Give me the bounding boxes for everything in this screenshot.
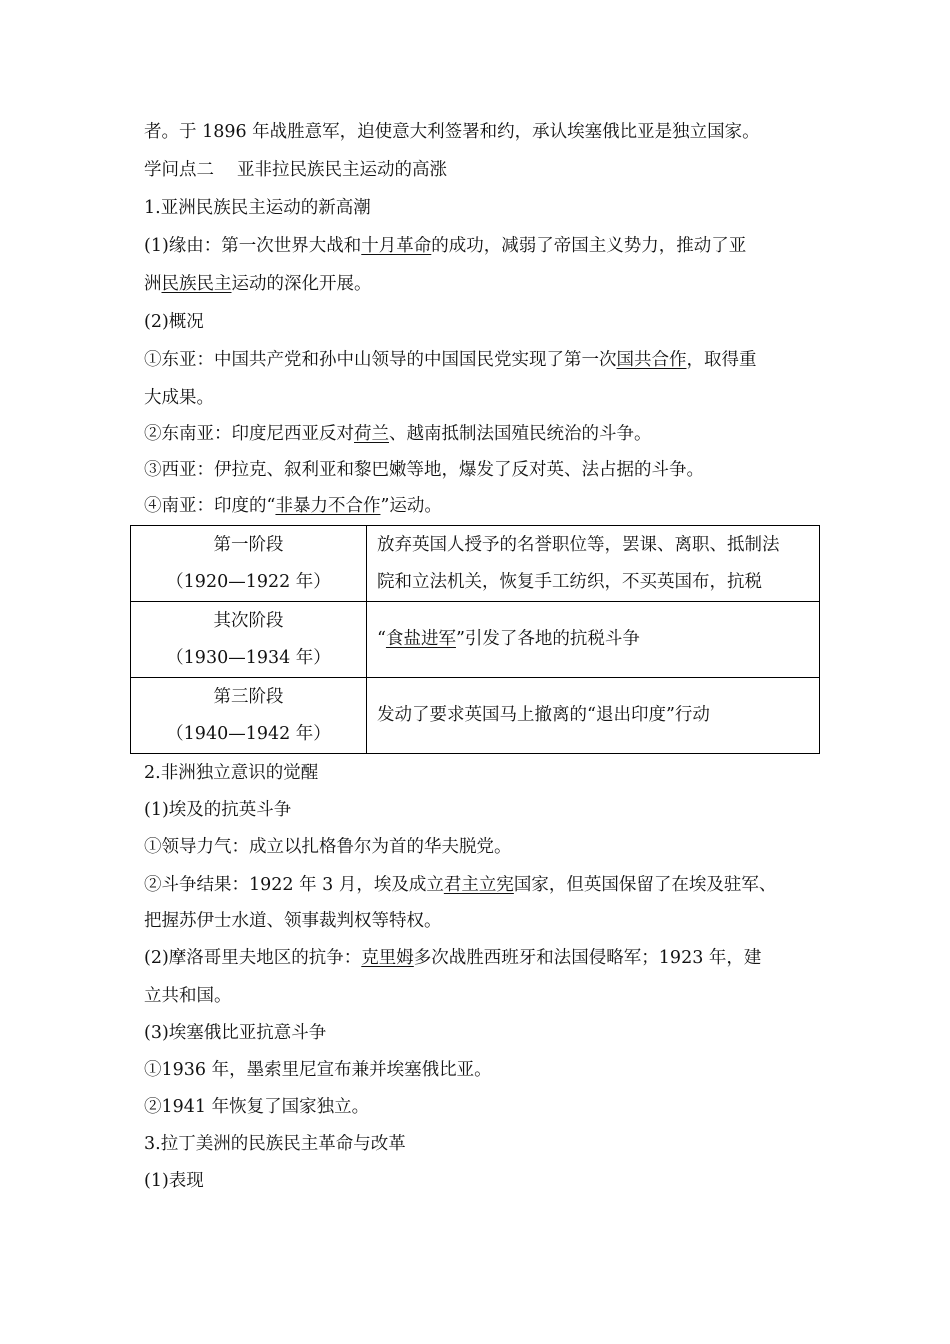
- text-span: (1)缘由：第一次世界大战和: [144, 236, 362, 256]
- paragraph-line: [144, 347, 814, 373]
- paragraph-line: (1)表现: [144, 1171, 204, 1191]
- text-span: (2)摩洛哥里夫地区的抗争：: [144, 948, 362, 968]
- stage-years: （1920—1922 年）: [166, 571, 331, 592]
- paragraph-line: [144, 872, 814, 898]
- text-span: ，取得重: [686, 350, 757, 370]
- paragraph-line: [144, 945, 814, 971]
- subsection-heading: 1.亚洲民族民主运动的新高潮: [144, 198, 371, 218]
- paragraph-line: 大成果。: [144, 388, 214, 408]
- text-span: ④南亚：印度的“: [144, 496, 276, 516]
- description-line: 院和立法机关，恢复手工纺织，不买英国布，抗税: [377, 571, 762, 592]
- description-cell: [367, 602, 820, 678]
- text-span: 国家，但英国保留了在埃及驻军、: [513, 875, 777, 895]
- paragraph-line: (2)概况: [144, 312, 204, 332]
- underlined-term: 荷兰: [354, 424, 389, 444]
- stage-name: 第三阶段: [213, 686, 284, 707]
- stage-cell: [131, 678, 367, 754]
- underlined-term: 非暴力不合作: [275, 496, 381, 516]
- paragraph-line: [144, 271, 814, 297]
- underlined-term: 食盐进军: [385, 629, 456, 649]
- paragraph-line: 者。于 1896 年战胜意军，迫使意大利签署和约，承认埃塞俄比亚是独立国家。: [144, 122, 760, 142]
- text-span: ②东南亚：印度尼西亚反对: [144, 424, 354, 444]
- subsection-heading: 2.非洲独立意识的觉醒: [144, 763, 319, 783]
- section-heading: 学问点二 亚非拉民族民主运动的高涨: [144, 160, 448, 180]
- text-span: 多次战胜西班牙和法国侵略军；1923 年，建: [413, 948, 762, 968]
- text-span: 洲: [144, 274, 162, 294]
- text-span: ”引发了各地的抗税斗争: [455, 629, 640, 649]
- stages-table: [130, 525, 820, 754]
- paragraph-line: ③西亚：伊拉克、叙利亚和黎巴嫩等地，爆发了反对英、法占据的斗争。: [144, 460, 704, 480]
- underlined-term: 十月革命: [361, 236, 432, 256]
- text-span: ①东亚：中国共产党和孙中山领导的中国国民党实现了第一次: [144, 350, 617, 370]
- paragraph-line: [144, 421, 814, 447]
- paragraph-line: ①领导力气：成立以扎格鲁尔为首的华夫脱党。: [144, 837, 512, 857]
- stage-name: 其次阶段: [213, 610, 284, 631]
- underlined-term: 君主立宪: [443, 875, 514, 895]
- table-row: [131, 526, 820, 602]
- description-line: 发动了要求英国马上撤离的“退出印度”行动: [377, 705, 710, 725]
- underlined-term: 克里姆: [361, 948, 414, 968]
- description-cell: [367, 526, 820, 602]
- text-span: 、越南抵制法国殖民统治的斗争。: [389, 424, 652, 444]
- stage-years: （1940—1942 年）: [166, 723, 331, 744]
- paragraph-line: [144, 233, 814, 259]
- stage-cell: [131, 602, 367, 678]
- paragraph-line: [144, 493, 814, 519]
- text-span: “: [377, 629, 386, 649]
- stage-name: 第一阶段: [213, 534, 284, 555]
- text-span: 的成功，减弱了帝国主义势力，推动了亚: [431, 236, 747, 256]
- underlined-term: 民族民主: [161, 274, 232, 294]
- text-span: 运动的深化开展。: [231, 274, 372, 294]
- paragraph-line: 把握苏伊士水道、领事裁判权等特权。: [144, 911, 442, 931]
- text-span: ”运动。: [380, 496, 442, 516]
- table-row: [131, 602, 820, 678]
- paragraph-line: 立共和国。: [144, 986, 232, 1006]
- table-row: [131, 678, 820, 754]
- underlined-term: 国共合作: [616, 350, 687, 370]
- text-span: ②斗争结果：1922 年 3 月，埃及成立: [144, 875, 444, 895]
- paragraph-line: (1)埃及的抗英斗争: [144, 800, 292, 820]
- description-cell: [367, 678, 820, 754]
- subsection-heading: 3.拉丁美洲的民族民主革命与改革: [144, 1134, 406, 1154]
- paragraph-line: ②1941 年恢复了国家独立。: [144, 1097, 370, 1117]
- paragraph-line: (3)埃塞俄比亚抗意斗争: [144, 1023, 327, 1043]
- stage-cell: [131, 526, 367, 602]
- description-line: 放弃英国人授予的名誉职位等，罢课、离职、抵制法: [377, 534, 780, 555]
- stage-years: （1930—1934 年）: [166, 647, 331, 668]
- paragraph-line: ①1936 年，墨索里尼宣布兼并埃塞俄比亚。: [144, 1060, 492, 1080]
